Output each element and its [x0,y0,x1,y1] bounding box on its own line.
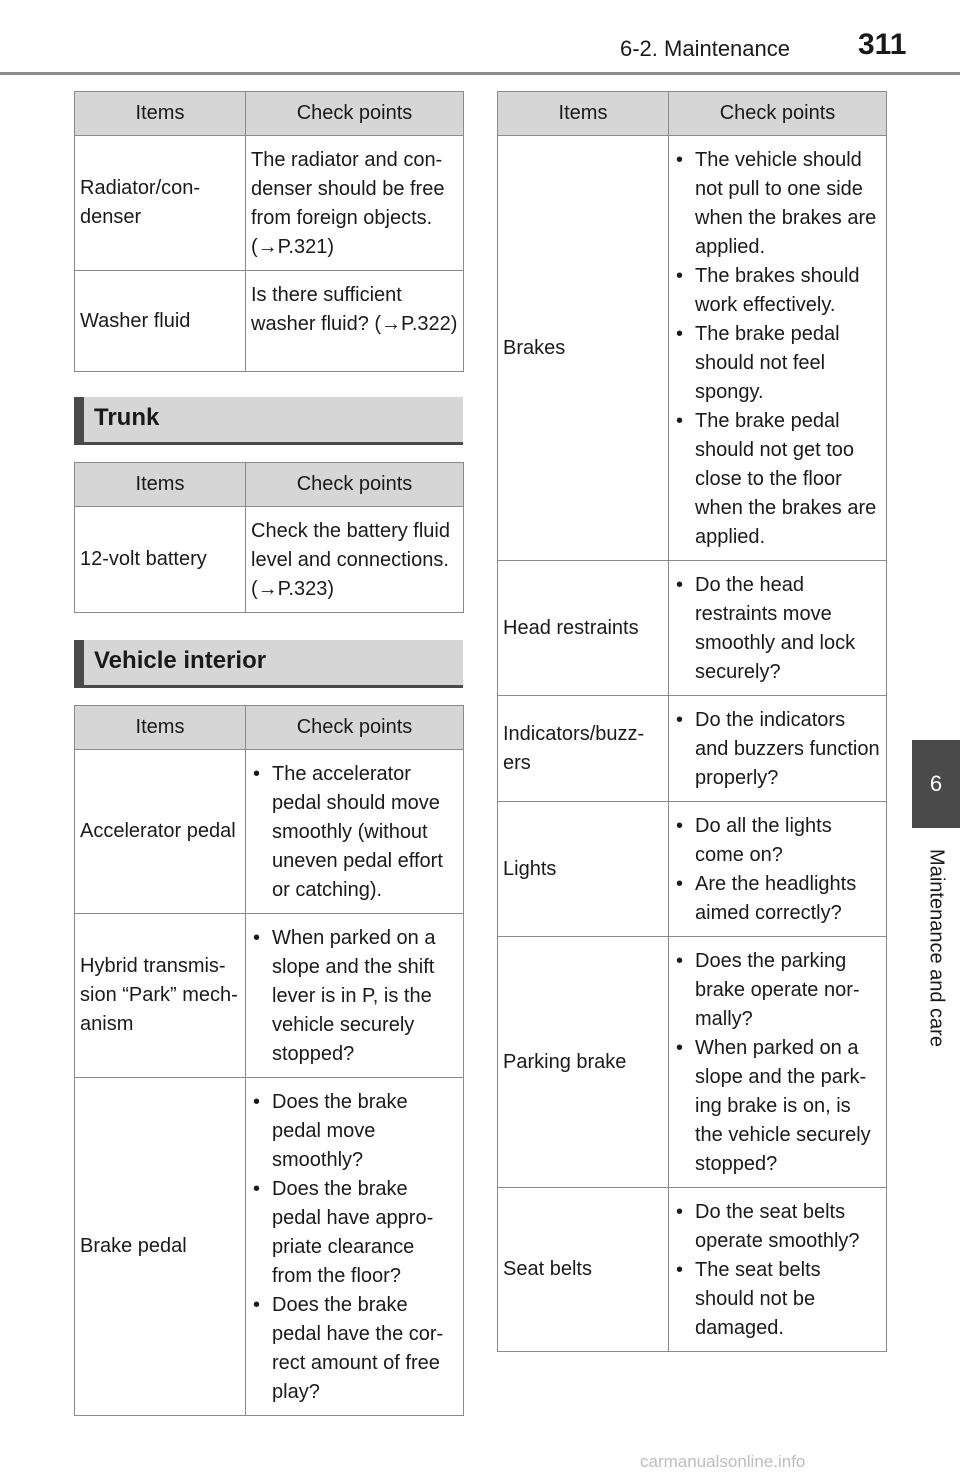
header-divider [0,72,960,75]
bullet-item: • The brake pedal should not get too close to the floor when the brakes are applied. [674,407,881,552]
section-heading-text: Vehicle interior [94,647,267,674]
table-row [498,1188,887,1352]
bullet-list [674,947,881,1179]
bullet-list [251,760,458,905]
item-cell: Lights [498,802,669,937]
column-header-items: Items [498,92,669,136]
chapter-number: 6 [929,771,943,796]
bullet-item: • The vehicle should not pull to one side when the brakes are applied. [674,146,881,262]
bullet-item: • Do the head restraints move smoothly and lock securely? [674,571,881,687]
item-cell: Brakes [498,136,669,561]
bullet-item: • Does the brake pedal move smoothly? [251,1088,458,1175]
table-row [75,1078,464,1416]
checks-table-vehicle-interior [74,705,464,1416]
check-cell [246,1078,464,1416]
bullet-list [674,706,881,793]
item-cell: Brake pedal [75,1078,246,1416]
page-number: 311 [858,28,907,61]
item-cell: Radiator/con-denser [75,136,246,271]
item-cell: Parking brake [498,937,669,1188]
bullet-item: • The brake pedal should not feel spongy. [674,320,881,407]
column-header-items: Items [75,463,246,507]
bullet-item: • When parked on a slope and the park-ing brake is on, is the vehicle securely stopped? [674,1034,881,1179]
check-cell: The radiator and con-denser should be free from foreign objects. (→P.321) [246,136,464,271]
check-cell [246,750,464,914]
bullet-item: • Do all the lights come on? [674,812,881,870]
bullet-item: • Does the brake pedal have appro-priate clearance from the floor? [251,1175,458,1291]
table-row [498,696,887,802]
section-heading-text: Trunk [94,404,160,431]
table-row [75,507,464,613]
column-header-check-points: Check points [669,92,887,136]
bullet-list [674,571,881,687]
chapter-label: Maintenance and care [925,849,948,1047]
table-row [498,937,887,1188]
bullet-list [251,924,458,1069]
item-cell: Seat belts [498,1188,669,1352]
section-title: 6-2. Maintenance [620,36,790,61]
column-header-check-points: Check points [246,92,464,136]
checks-table-trunk [74,462,464,613]
bullet-list [674,146,881,552]
checks-table-right [497,91,887,1352]
bullet-item: • Do the indicators and buzzers function properly? [674,706,881,793]
table-row [498,802,887,937]
section-heading-vehicle-interior [74,640,463,688]
check-cell [669,1188,887,1352]
check-cell: Is there sufficient washer fluid? (→P.322) [246,271,464,372]
item-cell: Hybrid transmis-sion “Park” mech-anism [75,914,246,1078]
check-cell [246,914,464,1078]
bullet-list [674,812,881,928]
item-cell: Accelerator pedal [75,750,246,914]
bullet-item: • When parked on a slope and the shift lever is in P, is the vehicle securely stopped? [251,924,458,1069]
bullet-item: • Are the headlights aimed correctly? [674,870,881,928]
watermark: carmanualsonline.info [640,1452,806,1471]
bullet-list [251,1088,458,1407]
chapter-tab [912,740,960,828]
check-cell [669,136,887,561]
table-row [498,136,887,561]
column-header-items: Items [75,706,246,750]
check-cell [669,937,887,1188]
section-heading-trunk [74,397,463,445]
item-cell: 12-volt battery [75,507,246,613]
column-header-check-points: Check points [246,463,464,507]
bullet-item: • Do the seat belts operate smoothly? [674,1198,881,1256]
bullet-item: • The accelerator pedal should move smoothly (without uneven pedal effort or catching). [251,760,458,905]
bullet-item: • The brakes should work effectively. [674,262,881,320]
bullet-list [674,1198,881,1343]
bullet-item: • Does the brake pedal have the cor-rect amount of free play? [251,1291,458,1407]
check-cell [669,802,887,937]
bullet-item: • Does the parking brake operate nor-mally? [674,947,881,1034]
column-header-check-points: Check points [246,706,464,750]
table-row [75,136,464,271]
item-cell: Washer fluid [75,271,246,372]
table-row [75,750,464,914]
check-cell [669,696,887,802]
item-cell: Indicators/buzz-ers [498,696,669,802]
check-cell [669,561,887,696]
checks-table-engine [74,91,464,372]
table-row [75,271,464,372]
column-header-items: Items [75,92,246,136]
table-row [75,914,464,1078]
check-cell: Check the battery fluid level and connections. (→P.323) [246,507,464,613]
table-row [498,561,887,696]
item-cell: Head restraints [498,561,669,696]
bullet-item: • The seat belts should not be damaged. [674,1256,881,1343]
